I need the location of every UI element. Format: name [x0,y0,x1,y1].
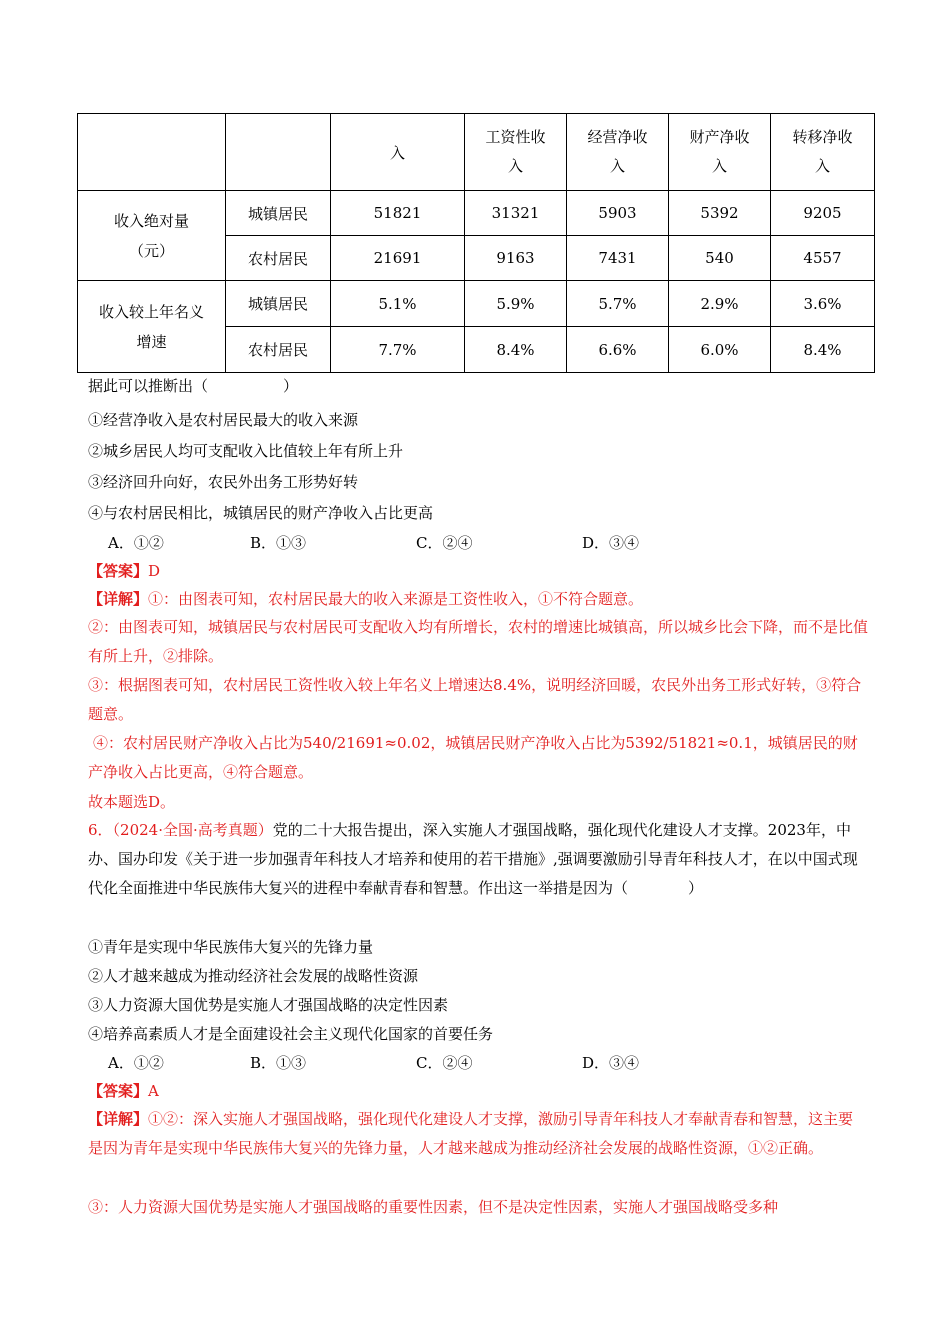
q5-item: ①经营净收入是农村居民最大的收入来源 [88,411,359,429]
resident-type: 农村居民 [226,327,331,373]
q6-item: ②人才越来越成为推动经济社会发展的战略性资源 [88,967,419,985]
option-d: D．③④ [582,1054,640,1072]
table-cell: 6.0% [669,327,771,373]
table-cell: 21691 [331,236,465,281]
table-cell: 8.4% [465,327,567,373]
q5-item: ④与农村居民相比，城镇居民的财产净收入占比更高 [88,504,434,522]
option-b: B．①③ [250,1054,307,1072]
group-label-absolute: 收入绝对量 （元） [78,191,226,281]
option-a: A．①② [108,534,164,552]
q5-detail-1: 【详解】①：由图表可知，农村居民最大的收入来源是工资性收入，①不符合题意。 [88,590,644,608]
table-cell: 5.1% [331,281,465,327]
q5-answer: 【答案】D [88,562,161,580]
option-b: B．①③ [250,534,307,552]
header-cell: 工资性收 入 [465,114,567,191]
q6-answer: 【答案】A [88,1082,159,1100]
group-label-growth: 收入较上年名义 增速 [78,281,226,373]
q6-detail-2: ③：人力资源大国优势是实施人才强国战略的重要性因素，但不是决定性因素，实施人才强国战略受多种 [88,1198,779,1216]
header-cell [226,114,331,191]
table-cell: 7.7% [331,327,465,373]
header-cell: 入 [331,114,465,191]
q5-detail-4: ④：农村居民财产净收入占比为540/21691≈0.02，城镇居民财产净收入占比为5392/51821≈0.1，城镇居民的财产净收入占比更高，④符合题意。 [88,734,858,781]
option-c: C．②④ [416,534,473,552]
header-cell: 经营净收 入 [567,114,669,191]
q6-stem: 6．（2024·全国·高考真题）党的二十大报告提出，深入实施人才强国战略，强化现代化建设人才支撑。2023年，中办、国办印发《关于进一步加强青年科技人才培养和使用的若干措施》,强调要激励引导青年科技人才，在以中国式现代化全面推进中华民族伟大复兴的进程中奉献青春和智慧。作出这一举措是因为（ ） [88,821,858,897]
resident-type: 城镇居民 [226,191,331,236]
table-cell: 6.6% [567,327,669,373]
table-cell: 5903 [567,191,669,236]
table-cell: 31321 [465,191,567,236]
table-cell: 2.9% [669,281,771,327]
income-table [77,113,875,373]
table-cell: 9205 [771,191,875,236]
q5-item: ③经济回升向好，农民外出务工形势好转 [88,473,359,491]
table-cell: 8.4% [771,327,875,373]
q5-item: ②城乡居民人均可支配收入比值较上年有所上升 [88,442,404,460]
table-cell: 51821 [331,191,465,236]
table-cell: 5.9% [465,281,567,327]
q6-item: ③人力资源大国优势是实施人才强国战略的决定性因素 [88,996,449,1014]
option-d: D．③④ [582,534,640,552]
table-row [78,191,875,236]
q6-item: ①青年是实现中华民族伟大复兴的先锋力量 [88,938,374,956]
option-a: A．①② [108,1054,164,1072]
table-cell: 540 [669,236,771,281]
option-c: C．②④ [416,1054,473,1072]
header-cell [78,114,226,191]
table-row [78,281,875,327]
resident-type: 农村居民 [226,236,331,281]
header-cell: 转移净收 入 [771,114,875,191]
table-cell: 9163 [465,236,567,281]
q5-conclusion: 故本题选D。 [88,793,176,811]
table-cell: 4557 [771,236,875,281]
q5-detail-3: ③：根据图表可知，农村居民工资性收入较上年名义上增速达8.4%，说明经济回暖，农民外出务工形式好转，③符合题意。 [88,676,862,723]
table-cell: 5392 [669,191,771,236]
table-cell: 3.6% [771,281,875,327]
q5-stem: 据此可以推断出（ ） [88,377,299,395]
table-header-row [78,114,875,191]
header-cell: 财产净收 入 [669,114,771,191]
q5-detail-2: ②：由图表可知，城镇居民与农村居民可支配收入均有所增长，农村的增速比城镇高，所以城乡比会下降，而不是比值有所上升，②排除。 [88,618,869,665]
table-cell: 7431 [567,236,669,281]
table-cell: 5.7% [567,281,669,327]
q6-item: ④培养高素质人才是全面建设社会主义现代化国家的首要任务 [88,1025,494,1043]
resident-type: 城镇居民 [226,281,331,327]
q6-detail-1: 【详解】①②：深入实施人才强国战略，强化现代化建设人才支撑，激励引导青年科技人才奉献青春和智慧，这主要是因为青年是实现中华民族伟大复兴的先锋力量，人才越来越成为推动经济社会发展的战略性资源，①②正确。 [88,1110,854,1157]
